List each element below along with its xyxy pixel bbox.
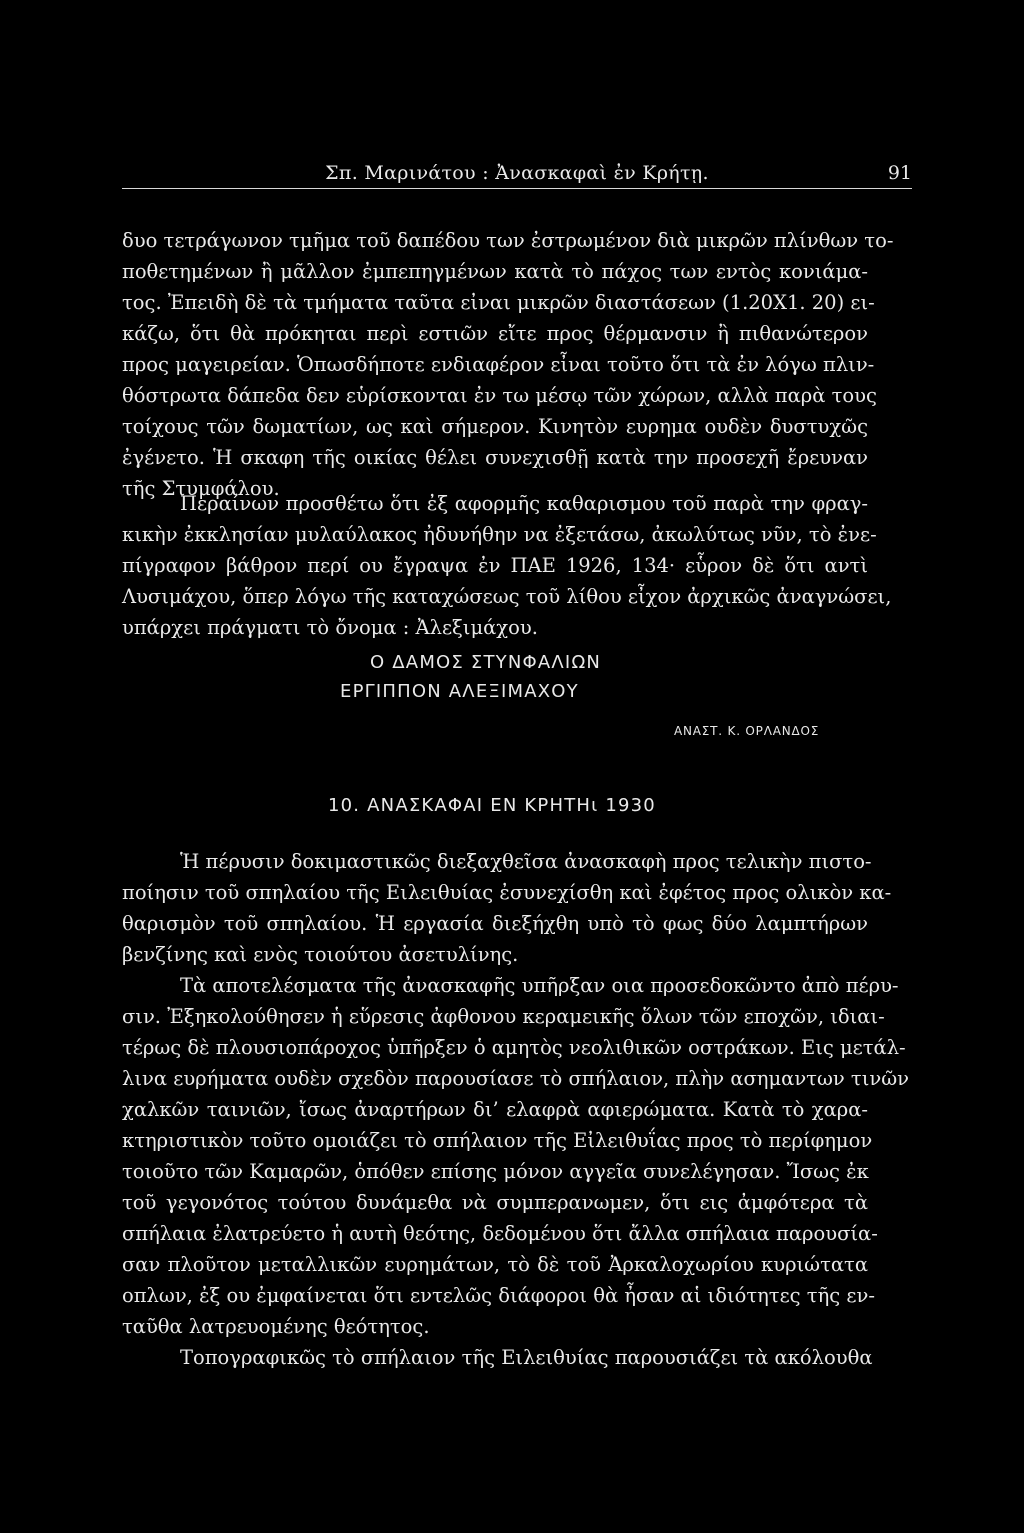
text-line: Τὰ αποτελέσματα τῆς ἀνασκαφῆς υπῆρξαν οια προσεδοκῶντο ἀπὸ πέρυ- [180,974,899,997]
paragraph-2 [122,488,892,643]
inscription-line-2: ΕΡΓΙΠΠΟΝ ΑΛΕΞΙΜΑΧΟΥ [340,681,579,702]
text-line: λινα ευρήματα ουδὲν σχεδὸν παρουσίασε τὸ σπήλαιον, πλὴν ασημαντων τινῶν [122,1067,909,1090]
page-number: 91 [887,162,912,184]
paragraph-1 [122,225,894,504]
paragraph-3 [122,846,892,970]
inscription-line-1: Ο ΔΑΜΟΣ ΣΤΥΝΦΑΛΙΩΝ [370,652,602,673]
text-line: τοῦ γεγονότος τούτου δυνάμεθα νὰ συμπερανωμεν, ὅτι εις ἀμφότερα τὰ [122,1191,868,1214]
running-head [122,158,912,189]
text-line: κάζω, ὅτι θὰ πρόκηται περὶ εστιῶν εἴτε προς θέρμανσιν ἢ πιθανώτερον [122,322,868,345]
text-line: δυο τετράγωνον τμῆμα τοῦ δαπέδου των ἐστρωμένον διὰ μικρῶν πλίνθων το- [122,229,894,252]
text-line: σπήλαια ἐλατρεύετο ἡ αυτὴ θεότης, δεδομένου ὅτι ἄλλα σπήλαια παρουσία- [122,1222,878,1245]
paragraph-4 [122,970,909,1342]
paragraph-5 [122,1342,873,1373]
text-line: Ἡ πέρυσιν δοκιμαστικῶς διεξαχθεῖσα ἀνασκαφὴ προς τελικὴν πιστο- [180,850,872,873]
text-line: σιν. Ἐξηκολούθησεν ἡ εὕρεσις ἀφθονου κεραμεικῆς ὅλων τῶν εποχῶν, ιδιαι- [122,1005,885,1028]
text-line: ποίησιν τοῦ σπηλαίου τῆς Ειλειθυίας ἐσυνεχίσθη καὶ ἐφέτος προς ολικὸν κα- [122,881,892,904]
text-line: κτηριστικὸν τοῦτο ομοιάζει τὸ σπήλαιον τῆς Εἰλειθυΐας προς τὸ περίφημον [122,1129,873,1152]
text-line: ἐγένετο. Ἡ σκαφη τῆς οικίας θέλει συνεχισθῇ κατὰ την προσεχῆ ἔρευναν [122,446,868,469]
section-heading: 10. ΑΝΑΣΚΑΦΑΙ ΕΝ ΚΡΗΤΗι 1930 [328,795,656,816]
text-line: σαν πλοῦτον μεταλλικῶν ευρημάτων, τὸ δὲ τοῦ Ἀρκαλοχωρίου κυριώτατα [122,1253,868,1276]
text-line: θόστρωτα δάπεδα δεν εὑρίσκονται ἐν τω μέσῳ τῶν χώρων, αλλὰ παρὰ τους [122,384,877,407]
text-line: υπάρχει πράγματι τὸ ὄνομα : Ἀλεξιμάχου. [122,616,538,639]
text-line: τος. Ἐπειδὴ δὲ τὰ τμήματα ταῦτα εἰναι μικρῶν διαστάσεων (1.20Χ1. 20) ει- [122,291,875,314]
text-line: τοίχους τῶν δωματίων, ως καὶ σήμερον. Κινητὸν ευρημα ουδὲν δυστυχῶς [122,415,868,438]
text-line: βενζίνης καὶ ενὸς τοιούτου ἀσετυλίνης. [122,943,519,966]
text-line: χαλκῶν ταινιῶν, ἴσως ἀναρτήρων δι’ ελαφρὰ αφιερώματα. Κατὰ τὸ χαρα- [122,1098,868,1121]
text-line: ταῦθα λατρευομένης θεότητος. [122,1315,430,1338]
text-line: τοιοῦτο τῶν Καμαρῶν, ὁπόθεν επίσης μόνον αγγεῖα συνελέγησαν. Ἴσως ἐκ [122,1160,869,1183]
text-line: τέρως δὲ πλουσιοπάροχος ὑπῆρξεν ὁ αμητὸς νεολιθικῶν οστράκων. Εις μετάλ- [122,1036,906,1059]
text-line: τῆς Στυμφάλου. [122,477,280,500]
text-line: κικὴν ἐκκλησίαν μυλαύλακος ἠδυνήθην να ἐξετάσω, ἀκωλύτως νῦν, τὸ ἐνε- [122,523,877,546]
text-line: ποθετημένων ἢ μᾶλλον ἐμπεπηγμένων κατὰ τὸ πάχος των εντὸς κονιάμα- [122,260,868,283]
text-line: Περαίνων προσθέτω ὅτι ἐξ αφορμῆς καθαρισμου τοῦ παρὰ την φραγ- [180,492,868,515]
text-line: οπλων, ἐξ ου ἐμφαίνεται ὅτι εντελῶς διάφοροι θὰ ἦσαν αἱ ιδιότητες τῆς εν- [122,1284,875,1307]
text-line: Λυσιμάχου, ὅπερ λόγω τῆς καταχώσεως τοῦ λίθου εἶχον ἀρχικῶς ἀναγνώσει, [122,585,892,608]
text-line: προς μαγειρείαν. Ὁπωσδήποτε ενδιαφέρον εἶναι τοῦτο ὅτι τὰ ἐν λόγω πλιν- [122,353,875,376]
text-line: πίγραφον βάθρον περί ου ἔγραψα ἐν ΠΑΕ 1926, 134· εὗρον δὲ ὅτι αντὶ [122,554,868,577]
text-line: Τοπογραφικῶς τὸ σπήλαιον τῆς Ειλειθυίας παρουσιάζει τὰ ακόλουθα [180,1346,873,1369]
author-signature: ΑΝΑΣΤ. Κ. ΟΡΛΑΝΔΟΣ [674,724,820,738]
running-head-title: Σπ. Μαρινάτου : Ἀνασκαφαὶ ἐν Κρήτῃ. [325,162,709,184]
text-line: θαρισμὸν τοῦ σπηλαίου. Ἡ εργασία διεξήχθη υπὸ τὸ φως δύο λαμπτήρων [122,912,868,935]
